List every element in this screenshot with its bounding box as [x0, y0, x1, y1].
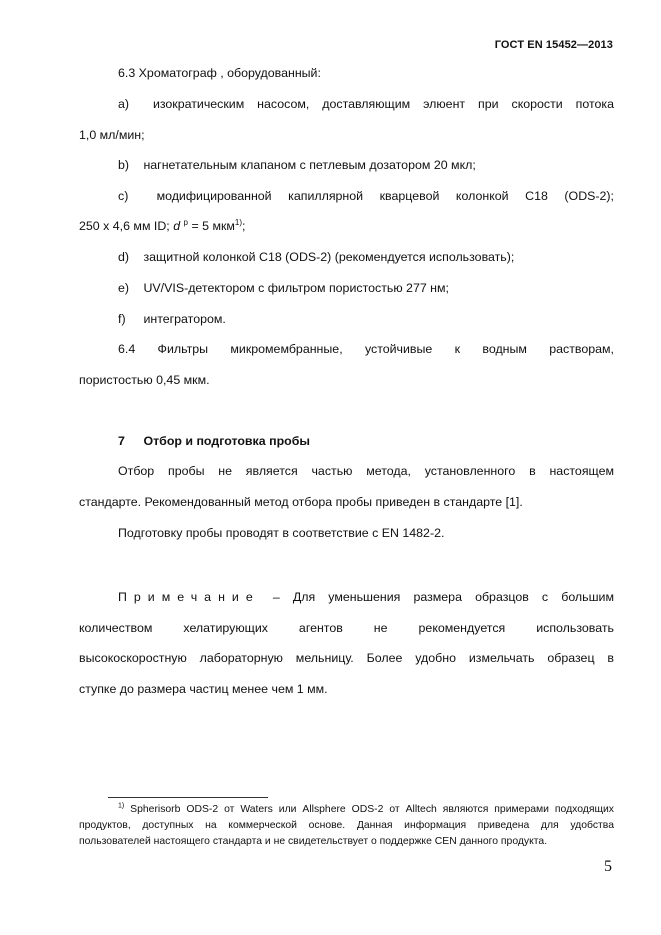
clause-6-3-item-a — [118, 97, 614, 111]
clause-6-3-item-b — [118, 158, 614, 172]
section-7-number: 7 — [118, 434, 125, 448]
item-c-text: модифицированной капиллярной кварцевой колонкой С18 (ODS-2); — [156, 189, 614, 203]
item-a-text: изократическим насосом, доставляющим элюент при скорости потока — [152, 97, 614, 111]
section-7-title: Отбор и подготовка пробы — [143, 434, 310, 448]
item-c-label: c) — [118, 189, 129, 203]
footnote-text: Spherisorb ODS-2 от Waters или Allsphere ODS-2 от Alltech являются примерами подходящих — [124, 804, 614, 815]
item-e-text: UV/VIS-детектором с фильтром пористостью 277 нм; — [143, 281, 449, 295]
footnote-marker: 1) — [118, 802, 125, 810]
clause-6-4-cont: пористостью 0,45 мкм. — [79, 373, 210, 387]
item-c-end: ; — [242, 219, 246, 233]
item-d-label: d) — [118, 250, 130, 264]
footnote-reference: 1) — [234, 217, 243, 227]
footnote-line-2: продуктов, доступных на коммерческой основе. Данная информация приведена для удобства — [79, 820, 614, 831]
note-line-4: ступке до размера частиц менее чем 1 мм. — [79, 682, 328, 696]
item-b-text: нагнетательным клапаном с петлевым дозатором 20 мкл; — [143, 158, 476, 172]
item-d-text: защитной колонкой С18 (ODS-2) (рекомендуется использовать); — [143, 250, 515, 264]
note-line-1 — [118, 590, 614, 604]
clause-6-3-item-f — [118, 312, 614, 326]
note-line-3: высокоскоростную лабораторную мельницу. Более удобно измельчать образец в — [79, 651, 614, 665]
footnote-separator — [108, 797, 268, 798]
section-7-para1: Отбор пробы не является частью метода, установленного в настоящем — [118, 464, 614, 478]
clause-6-3-heading: 6.3 Хроматограф , оборудованный: — [118, 66, 321, 80]
note-text: – Для уменьшения размера образцов с большим — [259, 590, 614, 604]
item-f-label: f) — [118, 312, 126, 326]
clause-6-3-item-c-cont — [79, 219, 614, 233]
clause-6-3-item-d — [118, 250, 614, 264]
item-e-label: e) — [118, 281, 130, 295]
item-c-dp-subscript: p — [183, 217, 188, 227]
document-header: ГОСТ EN 15452—2013 — [494, 39, 613, 51]
footnote-line-3: пользователей настоящего стандарта и не свидетельствует о поддержке CEN данного продукта. — [79, 836, 548, 847]
section-7-para2: Подготовку пробы проводят в соответствие с EN 1482-2. — [118, 526, 445, 540]
page-number: 5 — [604, 858, 612, 875]
clause-6-4: 6.4 Фильтры микромембранные, устойчивые к водным растворам, — [118, 342, 614, 356]
item-c-dp-symbol: d — [173, 219, 181, 233]
item-c-dimensions: 250 x 4,6 мм ID; — [79, 219, 170, 233]
clause-6-3-item-a-cont: 1,0 мл/мин; — [79, 128, 145, 142]
item-f-text: интегратором. — [143, 312, 226, 326]
item-a-label: a) — [118, 97, 130, 111]
clause-6-3-item-e — [118, 281, 614, 295]
section-7-heading — [118, 434, 614, 448]
item-b-label: b) — [118, 158, 130, 172]
note-line-2: количеством хелатирующих агентов не рекомендуется использовать — [79, 621, 614, 635]
section-7-para1-cont: стандарте. Рекомендованный метод отбора пробы приведен в стандарте [1]. — [79, 495, 523, 509]
footnote-line-1 — [118, 804, 614, 815]
item-c-particle-size: = 5 мкм — [188, 219, 235, 233]
clause-6-3-item-c — [118, 189, 614, 203]
note-label: Примечание — [118, 590, 260, 604]
